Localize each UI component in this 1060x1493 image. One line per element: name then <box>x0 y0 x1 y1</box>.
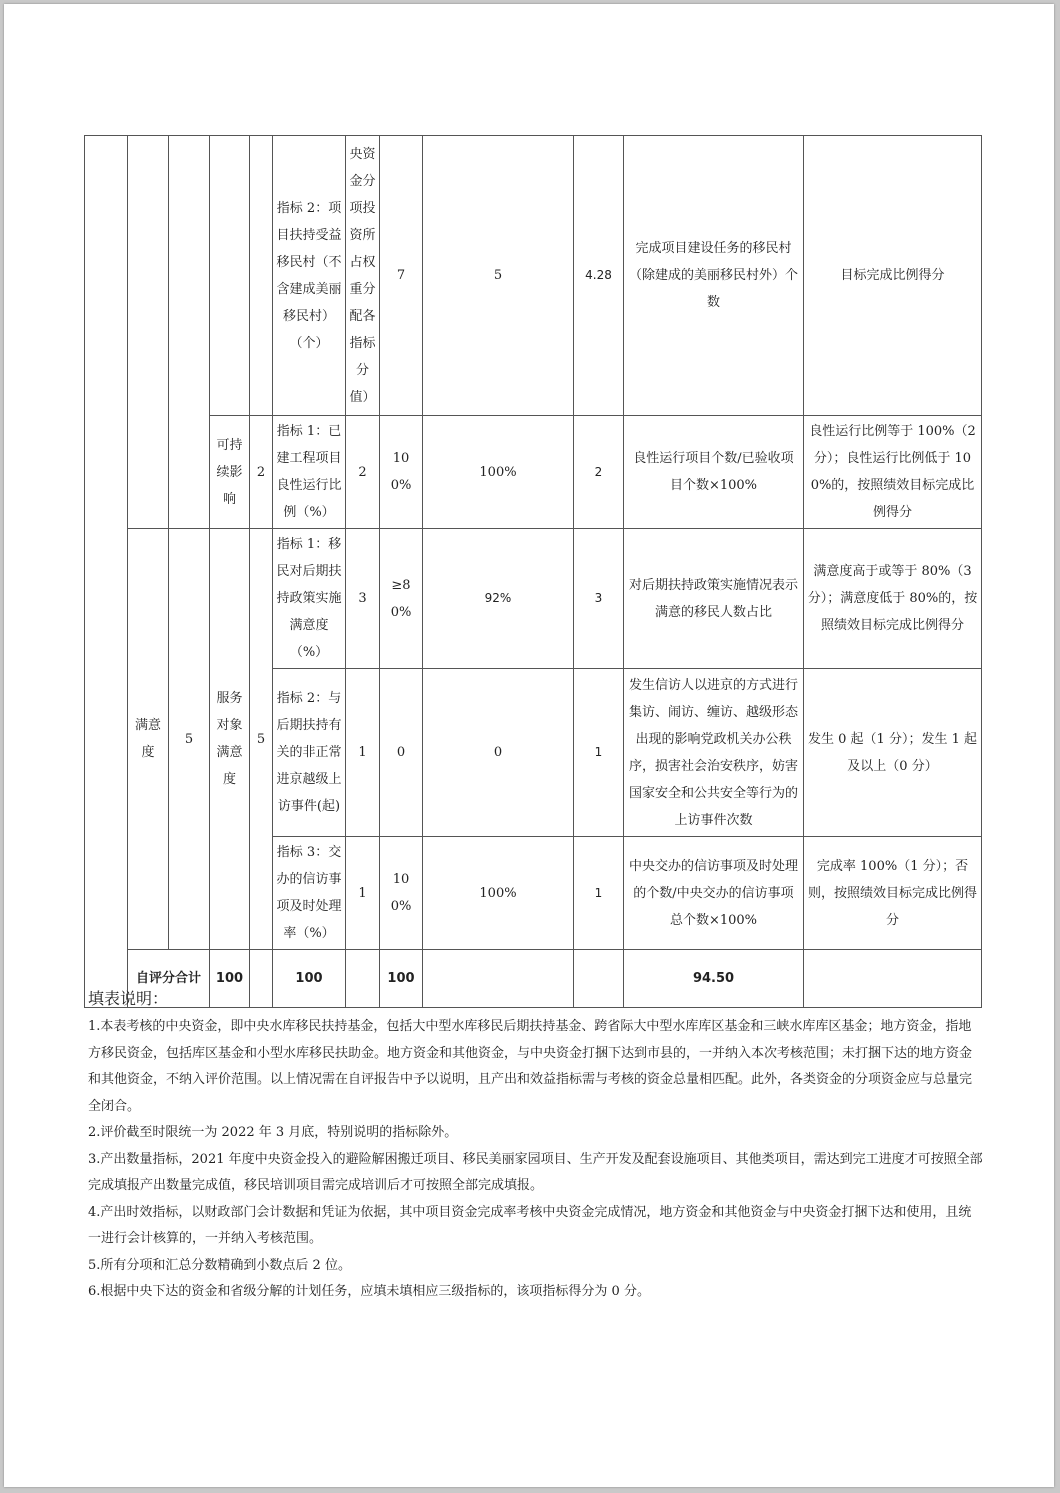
document-page <box>4 4 1054 1487</box>
notes-heading: 填表说明： <box>88 989 169 1008</box>
self-score-cell: 1 <box>574 669 624 837</box>
note-item: 5.所有分项和汇总分数精确到小数点后 2 位。 <box>88 1257 351 1273</box>
category-cell: 满意度 <box>128 529 169 950</box>
score-cell: 1 <box>346 837 380 950</box>
self-score-cell: 1 <box>574 837 624 950</box>
target-cell: 0 <box>380 669 423 837</box>
note-item: 4.产出时效指标，以财政部门会计数据和凭证为依据，其中项目资金完成率考核中央资金完成情况，地方资金和其他资金与中央资金打捆下达和使用，且统一进行会计核算的，一并纳入考核范围。 <box>88 1204 972 1246</box>
weight-note-cell: 央资金分项投资所占权重分配各指标分值） <box>346 136 380 416</box>
target-cell: 100% <box>380 837 423 950</box>
standard-cell: 满意度高于或等于 80%（3 分）；满意度低于 80%的，按照绩效目标完成比例得分 <box>804 529 982 669</box>
table-row <box>85 136 982 416</box>
definition-cell: 良性运行项目个数/已验收项目个数×100% <box>624 416 804 529</box>
self-score-cell: 2 <box>574 416 624 529</box>
note-item: 3.产出数量指标，2021 年度中央资金投入的避险解困搬迁项目、移民美丽家园项目、生产开发及配套设施项目、其他类项目，需达到完工进度才可按照全部完成填报产出数量完成值，移民培训项目需完成培训后才可按照全部完成填报。 <box>88 1151 983 1193</box>
sub-score-cell: 5 <box>250 529 273 950</box>
standard-cell: 发生 0 起（1 分）；发生 1 起及以上（0 分） <box>804 669 982 837</box>
indicator-cell: 指标 2：与后期扶持有关的非正常进京越级上访事件(起) <box>273 669 346 837</box>
total-label: 自评分合计 <box>128 950 210 1008</box>
actual-cell: 4.28 <box>574 136 624 416</box>
total-score-cell: 100 <box>273 950 346 1008</box>
evaluation-table <box>84 135 982 1008</box>
target-cell: ≥80% <box>380 529 423 669</box>
definition-cell: 中央交办的信访事项及时处理的个数/中央交办的信访事项总个数×100% <box>624 837 804 950</box>
target-cell: 100% <box>380 416 423 529</box>
score-cell: 3 <box>346 529 380 669</box>
total-score-cell: 100 <box>210 950 250 1008</box>
score-cell: 1 <box>346 669 380 837</box>
indicator-cell: 指标 3：交办的信访事项及时处理率（%） <box>273 837 346 950</box>
indicator-cell: 指标 1：已建工程项目良性运行比例（%） <box>273 416 346 529</box>
empty-cell <box>85 136 128 1008</box>
standard-cell: 良性运行比例等于 100%（2 分）；良性运行比例低于 100%的，按照绩效目标完成比例得分 <box>804 416 982 529</box>
self-score-cell: 3 <box>574 529 624 669</box>
total-score-cell: 100 <box>380 950 423 1008</box>
definition-cell: 对后期扶持政策实施情况表示满意的移民人数占比 <box>624 529 804 669</box>
table-row <box>85 529 982 669</box>
empty-cell <box>250 136 273 416</box>
note-item: 2.评价截至时限统一为 2022 年 3 月底，特别说明的指标除外。 <box>88 1125 458 1140</box>
actual-value-cell: 0 <box>423 669 574 837</box>
actual-value-cell: 92% <box>423 529 574 669</box>
empty-cell <box>128 136 169 529</box>
note-item: 1.本表考核的中央资金，即中央水库移民扶持基金，包括大中型水库移民后期扶持基金、跨省际大中型水库库区基金和三峡水库库区基金；地方资金，指地方移民资金，包括库区基金和小型水库移民扶助金。地方资金和其他资金，与中央资金打捆下达到市县的，一并纳入本次考核范围；未打捆下达的地方资金和其他资金，不纳入评价范围。以上情况需在自评报告中予以说明，且产出和效益指标需与考核的资金总量相匹配。此外，各类资金的分项资金应与总量完全闭合。 <box>88 1019 973 1114</box>
empty-cell <box>169 136 210 529</box>
standard-cell: 目标完成比例得分 <box>804 136 982 416</box>
sub-score-cell: 2 <box>250 416 273 529</box>
note-item: 6.根据中央下达的资金和省级分解的计划任务，应填未填相应三级指标的，该项指标得分为 0 分。 <box>88 1284 650 1299</box>
sub-category-cell: 服务对象满意度 <box>210 529 250 950</box>
actual-value-cell: 100% <box>423 837 574 950</box>
notes-section <box>88 987 983 1306</box>
category-score-cell: 5 <box>169 529 210 950</box>
score-cell: 2 <box>346 416 380 529</box>
sub-category-cell: 可持续影响 <box>210 416 250 529</box>
definition-cell: 完成项目建设任务的移民村（除建成的美丽移民村外）个数 <box>624 136 804 416</box>
indicator-cell: 指标 2：项目扶持受益移民村（不含建成美丽移民村）（个） <box>273 136 346 416</box>
empty-cell <box>210 136 250 416</box>
indicator-cell: 指标 1：移民对后期扶持政策实施满意度（%） <box>273 529 346 669</box>
definition-cell: 发生信访人以进京的方式进行集访、闹访、缠访、越级形态出现的影响党政机关办公秩序，损害社会治安秩序，妨害国家安全和公共安全等行为的上访事件次数 <box>624 669 804 837</box>
actual-value-cell: 100% <box>423 416 574 529</box>
score-cell: 7 <box>380 136 423 416</box>
table-row <box>85 416 982 529</box>
final-score-cell: 94.50 <box>624 950 804 1008</box>
target-cell: 5 <box>423 136 574 416</box>
standard-cell: 完成率 100%（1 分）；否则，按照绩效目标完成比例得分 <box>804 837 982 950</box>
